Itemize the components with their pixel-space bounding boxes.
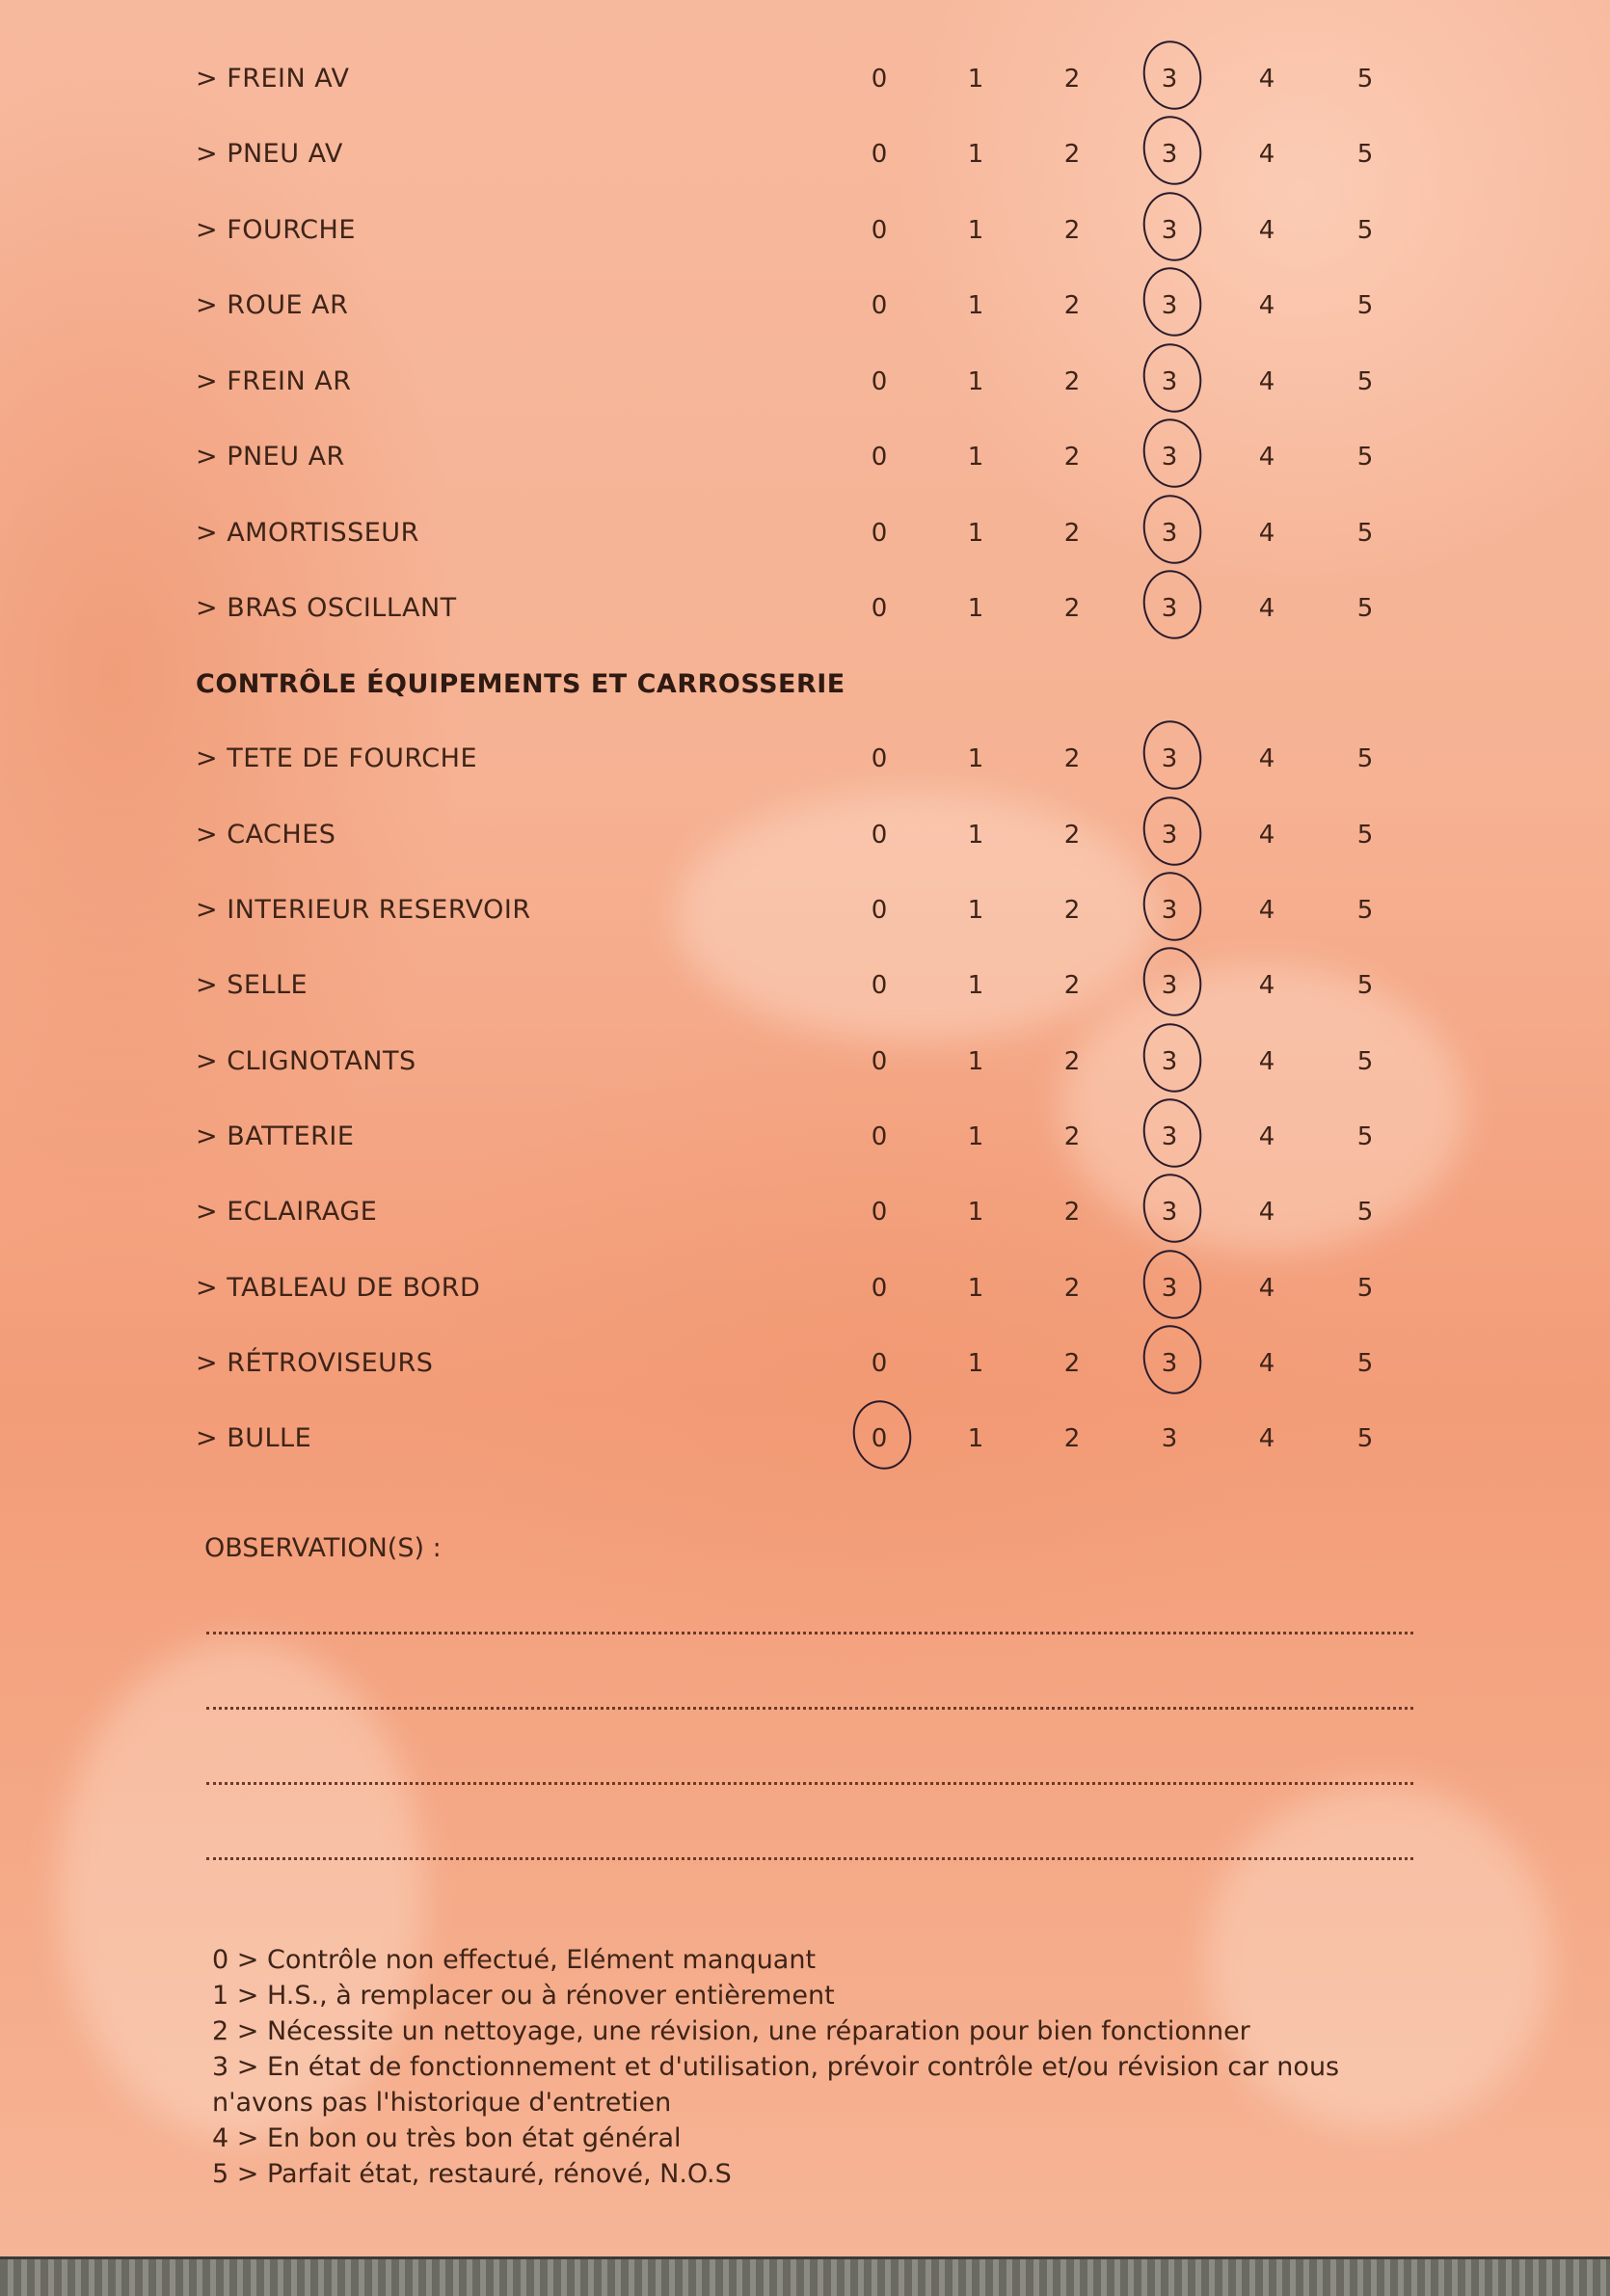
rating-option-3[interactable]: 3	[1140, 589, 1198, 628]
rating-option-0[interactable]: 0	[871, 1122, 888, 1151]
rating-option-5[interactable]: 5	[1356, 1198, 1374, 1227]
rating-option-0[interactable]: 0	[871, 744, 888, 773]
observation-line[interactable]	[206, 1782, 1413, 1785]
rating-option-2[interactable]: 2	[1063, 1198, 1081, 1227]
checklist-row	[0, 589, 1610, 628]
rating-option-3[interactable]: 3	[1140, 211, 1198, 250]
item-label: > TABLEAU DE BORD	[196, 1273, 481, 1303]
rating-option-3[interactable]: 3	[1140, 1118, 1198, 1156]
sleeve-edge	[0, 2256, 1610, 2296]
rating-option-5[interactable]: 5	[1356, 1122, 1374, 1151]
rating-option-3[interactable]: 3	[1140, 60, 1198, 98]
rating-option-3[interactable]: 3	[1140, 1042, 1198, 1081]
checklist-row	[0, 438, 1610, 476]
observation-line[interactable]	[206, 1632, 1413, 1634]
rating-option-2[interactable]: 2	[1063, 594, 1081, 623]
rating-option-5[interactable]: 5	[1356, 1047, 1374, 1076]
rating-option-5[interactable]: 5	[1356, 744, 1374, 773]
legend-item: 3 > En état de fonctionnement et d'utilisation, prévoir contrôle et/ou révision car nous n'avons pas l'historique d'entretien	[212, 2052, 1340, 2118]
rating-option-3[interactable]: 3	[1140, 1269, 1198, 1308]
rating-option-4[interactable]: 4	[1258, 1349, 1275, 1378]
rating-option-2[interactable]: 2	[1063, 971, 1081, 1000]
observation-line[interactable]	[206, 1707, 1413, 1710]
rating-option-5[interactable]: 5	[1356, 519, 1374, 548]
rating-option-0[interactable]: 0	[871, 216, 888, 245]
rating-option-1[interactable]: 1	[967, 821, 984, 850]
rating-option-0[interactable]: 0	[871, 291, 888, 320]
rating-option-4[interactable]: 4	[1258, 1424, 1275, 1453]
checklist-row	[0, 1269, 1610, 1308]
rating-option-4[interactable]: 4	[1258, 821, 1275, 850]
rating-option-2[interactable]: 2	[1063, 140, 1081, 169]
observations-label: OBSERVATION(S) :	[204, 1533, 442, 1563]
rating-option-3[interactable]: 3	[1161, 1424, 1178, 1453]
checklist-row	[0, 1344, 1610, 1383]
rating-option-1[interactable]: 1	[967, 896, 984, 925]
item-label: > BATTERIE	[196, 1121, 355, 1151]
rating-option-3[interactable]: 3	[1140, 438, 1198, 476]
rating-option-1[interactable]: 1	[967, 1198, 984, 1227]
checklist-row	[0, 891, 1610, 930]
item-label: > RÉTROVISEURS	[196, 1348, 434, 1378]
rating-option-5[interactable]: 5	[1356, 1349, 1374, 1378]
rating-option-2[interactable]: 2	[1063, 519, 1081, 548]
item-label: > AMORTISSEUR	[196, 518, 419, 548]
rating-option-5[interactable]: 5	[1356, 896, 1374, 925]
rating-legend	[212, 1942, 1427, 2192]
item-label: > FREIN AV	[196, 64, 350, 94]
rating-option-2[interactable]: 2	[1063, 65, 1081, 94]
checklist-row	[0, 740, 1610, 778]
rating-option-0[interactable]: 0	[871, 1047, 888, 1076]
rating-option-2[interactable]: 2	[1063, 1424, 1081, 1453]
rating-option-2[interactable]: 2	[1063, 291, 1081, 320]
rating-option-4[interactable]: 4	[1258, 594, 1275, 623]
checklist-row	[0, 135, 1610, 174]
item-label: > INTERIEUR RESERVOIR	[196, 895, 531, 925]
rating-option-1[interactable]: 1	[967, 291, 984, 320]
checklist-row	[0, 60, 1610, 98]
checklist-row	[0, 363, 1610, 401]
rating-option-0[interactable]: 0	[871, 443, 888, 472]
rating-option-3[interactable]: 3	[1140, 740, 1198, 778]
rating-option-4[interactable]: 4	[1258, 1198, 1275, 1227]
checklist-row	[0, 514, 1610, 553]
item-label: > BRAS OSCILLANT	[196, 593, 457, 623]
rating-option-4[interactable]: 4	[1258, 971, 1275, 1000]
rating-option-1[interactable]: 1	[967, 1122, 984, 1151]
item-label: > ROUE AR	[196, 290, 349, 320]
rating-option-1[interactable]: 1	[967, 971, 984, 1000]
rating-option-5[interactable]: 5	[1356, 65, 1374, 94]
rating-option-0[interactable]: 0	[871, 519, 888, 548]
rating-option-0[interactable]: 0	[871, 821, 888, 850]
item-label: > BULLE	[196, 1423, 312, 1453]
rating-option-0[interactable]: 0	[871, 65, 888, 94]
rating-option-1[interactable]: 1	[967, 744, 984, 773]
rating-option-3[interactable]: 3	[1140, 891, 1198, 930]
rating-option-0[interactable]: 0	[850, 1419, 908, 1458]
rating-option-4[interactable]: 4	[1258, 896, 1275, 925]
item-label: > SELLE	[196, 970, 309, 1000]
rating-option-1[interactable]: 1	[967, 65, 984, 94]
checklist-row	[0, 1118, 1610, 1156]
rating-option-4[interactable]: 4	[1258, 519, 1275, 548]
item-label: > CACHES	[196, 820, 336, 850]
rating-option-2[interactable]: 2	[1063, 821, 1081, 850]
rating-option-2[interactable]: 2	[1063, 1047, 1081, 1076]
rating-option-2[interactable]: 2	[1063, 896, 1081, 925]
rating-option-3[interactable]: 3	[1140, 363, 1198, 401]
rating-option-5[interactable]: 5	[1356, 971, 1374, 1000]
rating-option-1[interactable]: 1	[967, 519, 984, 548]
legend-item: 5 > Parfait état, restauré, rénové, N.O.S	[212, 2159, 732, 2189]
rating-option-1[interactable]: 1	[967, 443, 984, 472]
rating-option-5[interactable]: 5	[1356, 1424, 1374, 1453]
rating-option-2[interactable]: 2	[1063, 744, 1081, 773]
legend-item: 2 > Nécessite un nettoyage, une révision, une réparation pour bien fonctionner	[212, 2016, 1250, 2046]
rating-option-0[interactable]: 0	[871, 1274, 888, 1303]
rating-option-3[interactable]: 3	[1140, 286, 1198, 325]
rating-option-5[interactable]: 5	[1356, 1274, 1374, 1303]
checklist-row	[0, 211, 1610, 250]
rating-option-1[interactable]: 1	[967, 216, 984, 245]
rating-option-1[interactable]: 1	[967, 367, 984, 396]
rating-option-2[interactable]: 2	[1063, 1274, 1081, 1303]
checklist-row	[0, 1193, 1610, 1231]
rating-option-5[interactable]: 5	[1356, 821, 1374, 850]
rating-option-4[interactable]: 4	[1258, 367, 1275, 396]
rating-option-3[interactable]: 3	[1140, 1344, 1198, 1383]
rating-option-4[interactable]: 4	[1258, 216, 1275, 245]
rating-option-5[interactable]: 5	[1356, 140, 1374, 169]
rating-option-4[interactable]: 4	[1258, 65, 1275, 94]
rating-option-1[interactable]: 1	[967, 140, 984, 169]
rating-option-5[interactable]: 5	[1356, 443, 1374, 472]
rating-option-5[interactable]: 5	[1356, 216, 1374, 245]
legend-item: 0 > Contrôle non effectué, Elément manquant	[212, 1945, 817, 1975]
rating-option-4[interactable]: 4	[1258, 1047, 1275, 1076]
item-label: > FOURCHE	[196, 215, 356, 245]
rating-option-2[interactable]: 2	[1063, 367, 1081, 396]
rating-option-0[interactable]: 0	[871, 594, 888, 623]
rating-option-0[interactable]: 0	[871, 971, 888, 1000]
legend-item: 4 > En bon ou très bon état général	[212, 2123, 682, 2153]
rating-option-0[interactable]: 0	[871, 1198, 888, 1227]
rating-option-1[interactable]: 1	[967, 594, 984, 623]
rating-option-4[interactable]: 4	[1258, 1122, 1275, 1151]
checklist-row	[0, 816, 1610, 854]
rating-option-3[interactable]: 3	[1140, 966, 1198, 1005]
item-label: > FREIN AR	[196, 366, 352, 396]
item-label: > CLIGNOTANTS	[196, 1046, 416, 1076]
checklist-row	[0, 1042, 1610, 1081]
rating-option-4[interactable]: 4	[1258, 744, 1275, 773]
rating-option-3[interactable]: 3	[1140, 135, 1198, 174]
rating-option-4[interactable]: 4	[1258, 291, 1275, 320]
rating-option-1[interactable]: 1	[967, 1424, 984, 1453]
rating-option-0[interactable]: 0	[871, 367, 888, 396]
rating-option-5[interactable]: 5	[1356, 291, 1374, 320]
checklist-row	[0, 1419, 1610, 1458]
rating-option-5[interactable]: 5	[1356, 367, 1374, 396]
rating-option-0[interactable]: 0	[871, 140, 888, 169]
observation-line[interactable]	[206, 1857, 1413, 1860]
rating-option-1[interactable]: 1	[967, 1349, 984, 1378]
rating-option-3[interactable]: 3	[1140, 1193, 1198, 1231]
legend-item: 1 > H.S., à remplacer ou à rénover entièrement	[212, 1981, 835, 2011]
rating-option-4[interactable]: 4	[1258, 443, 1275, 472]
item-label: > ECLAIRAGE	[196, 1197, 378, 1227]
rating-option-4[interactable]: 4	[1258, 1274, 1275, 1303]
checklist-row	[0, 286, 1610, 325]
rating-option-0[interactable]: 0	[871, 896, 888, 925]
item-label: > TETE DE FOURCHE	[196, 743, 477, 773]
rating-option-1[interactable]: 1	[967, 1047, 984, 1076]
rating-option-3[interactable]: 3	[1140, 514, 1198, 553]
rating-option-2[interactable]: 2	[1063, 216, 1081, 245]
rating-option-2[interactable]: 2	[1063, 1349, 1081, 1378]
checklist-row	[0, 966, 1610, 1005]
item-label: > PNEU AR	[196, 442, 345, 472]
rating-option-1[interactable]: 1	[967, 1274, 984, 1303]
rating-option-3[interactable]: 3	[1140, 816, 1198, 854]
rating-option-5[interactable]: 5	[1356, 594, 1374, 623]
rating-option-4[interactable]: 4	[1258, 140, 1275, 169]
section-title: CONTRÔLE ÉQUIPEMENTS ET CARROSSERIE	[196, 669, 845, 699]
rating-option-2[interactable]: 2	[1063, 443, 1081, 472]
rating-option-0[interactable]: 0	[871, 1349, 888, 1378]
item-label: > PNEU AV	[196, 139, 343, 169]
rating-option-2[interactable]: 2	[1063, 1122, 1081, 1151]
